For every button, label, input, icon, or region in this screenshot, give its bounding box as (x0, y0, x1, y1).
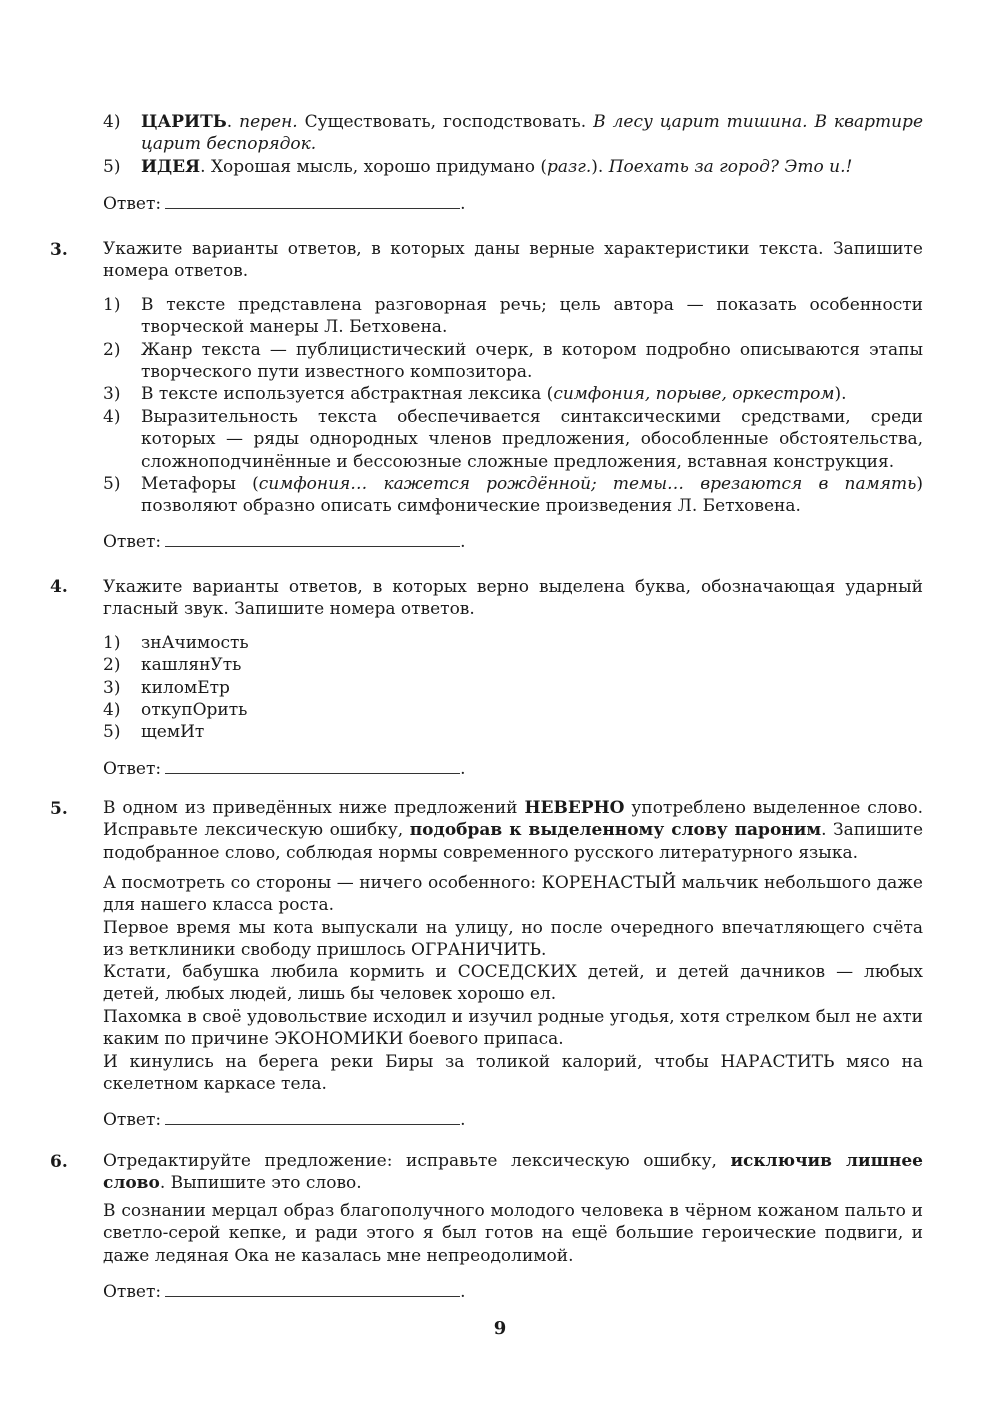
sentence: И кинулись на берега реки Биры за толикой калорий, чтобы НАРАСТИТЬ мясо на скелетном каркасе тела. (103, 1052, 923, 1095)
sentence: Пахомка в своё удовольствие исходил и изучил родные угодья, хотя стрелком был не ахти каким по причине ЭКОНОМИКИ боевого припаса. (103, 1007, 923, 1050)
answer-field[interactable] (165, 1279, 460, 1297)
sentence: Кстати, бабушка любила кормить и СОСЕДСКИХ детей, и детей дачников — любых детей, любых людей, лишь бы человек хорошо ел. (103, 962, 923, 1005)
item-number: 3) (103, 678, 121, 698)
option-item: Метафоры (симфония… кажется рождённой; темы… врезаются в память) позволяют образно описать симфонические произведения Л. Бетховена. (141, 474, 923, 517)
item-number: 4) (103, 700, 121, 720)
item-number: 2) (103, 340, 121, 360)
answer-line[interactable]: Ответ: . (103, 1279, 466, 1303)
question-4-text: Укажите варианты ответов, в которых верно выделена буква, обозначающая ударный гласный звук. Запишите номера ответов. (103, 577, 923, 620)
dictionary-entry: ИДЕЯ. Хорошая мысль, хорошо придумано (разг.). Поехать за город? Это и.! (141, 157, 853, 177)
answer-label: Ответ: (103, 194, 162, 214)
answer-label: Ответ: (103, 532, 162, 552)
answer-label: Ответ: (103, 1282, 162, 1302)
item-number: 5) (103, 722, 121, 742)
item-number: 5) (103, 157, 121, 177)
question-3-text: Укажите варианты ответов, в которых даны верные характеристики текста. Запишите номера ответов. (103, 239, 923, 282)
item-number: 3) (103, 384, 121, 404)
stress-word: откупОрить (141, 700, 248, 720)
item-number: 4) (103, 112, 121, 132)
question-6-text: Отредактируйте предложение: исправьте лексическую ошибку, исключив лишнее слово. Выпишите это слово. (103, 1151, 923, 1194)
answer-field[interactable] (165, 1107, 460, 1125)
sentence: А посмотреть со стороны — ничего особенного: КОРЕНАСТЫЙ мальчик небольшого даже для нашего класса роста. (103, 873, 923, 916)
answer-line[interactable]: Ответ: . (103, 191, 466, 215)
sentence: Первое время мы кота выпускали на улицу, но после очередного впечатляющего счёта из ветклиники свободу пришлось ОГРАНИЧИТЬ. (103, 918, 923, 961)
answer-line[interactable]: Ответ: . (103, 529, 466, 553)
question-number-6: 6. (50, 1152, 68, 1172)
stress-word: щемИт (141, 722, 205, 742)
dictionary-entry: ЦАРИТЬ. перен. Существовать, господствовать. В лесу царит тишина. В квартире царит беспорядок. (141, 112, 924, 155)
option-item: В тексте используется абстрактная лексика (симфония, порыве, оркестром). (141, 384, 847, 404)
option-item: В тексте представлена разговорная речь; цель автора — показать особенности творческой манеры Л. Бетховена. (141, 295, 923, 338)
question-5-text: В одном из приведённых ниже предложений НЕВЕРНО употреблено выделенное слово. Исправьте лексическую ошибку, подобрав к выделенному слову пароним. Запишите подобранное слово, соблюдая нормы современного русского литературного языка. (103, 798, 924, 863)
answer-label: Ответ: (103, 1110, 162, 1130)
question-number-3: 3. (50, 240, 68, 260)
question-number-4: 4. (50, 577, 68, 597)
item-number: 5) (103, 474, 121, 494)
answer-line[interactable]: Ответ: . (103, 1107, 466, 1131)
item-number: 1) (103, 295, 121, 315)
answer-field[interactable] (165, 756, 460, 774)
stress-word: знАчимость (141, 633, 249, 653)
answer-line[interactable]: Ответ: . (103, 756, 466, 780)
answer-label: Ответ: (103, 759, 162, 779)
answer-field[interactable] (165, 191, 460, 209)
item-number: 4) (103, 407, 121, 427)
answer-field[interactable] (165, 529, 460, 547)
item-number: 2) (103, 655, 121, 675)
item-number: 1) (103, 633, 121, 653)
sentence: В сознании мерцал образ благополучного молодого человека в чёрном кожаном пальто и светло-серой кепке, и ради этого я был готов на ещё большие героические подвиги, и даже ледяная Ока не казалась мне непреодолимой. (103, 1201, 923, 1266)
page-number: 9 (493, 1318, 507, 1339)
option-item: Жанр текста — публицистический очерк, в котором подробно описываются этапы творческого пути известного композитора. (141, 340, 923, 383)
option-item: Выразительность текста обеспечивается синтаксическими средствами, среди которых — ряды однородных членов предложения, обособленные обстоятельства, сложноподчинённые и бессоюзные сложные предложения, вставная конструкция. (141, 407, 923, 472)
stress-word: кашлянУть (141, 655, 242, 675)
stress-word: киломЕтр (141, 678, 230, 698)
question-number-5: 5. (50, 799, 68, 819)
